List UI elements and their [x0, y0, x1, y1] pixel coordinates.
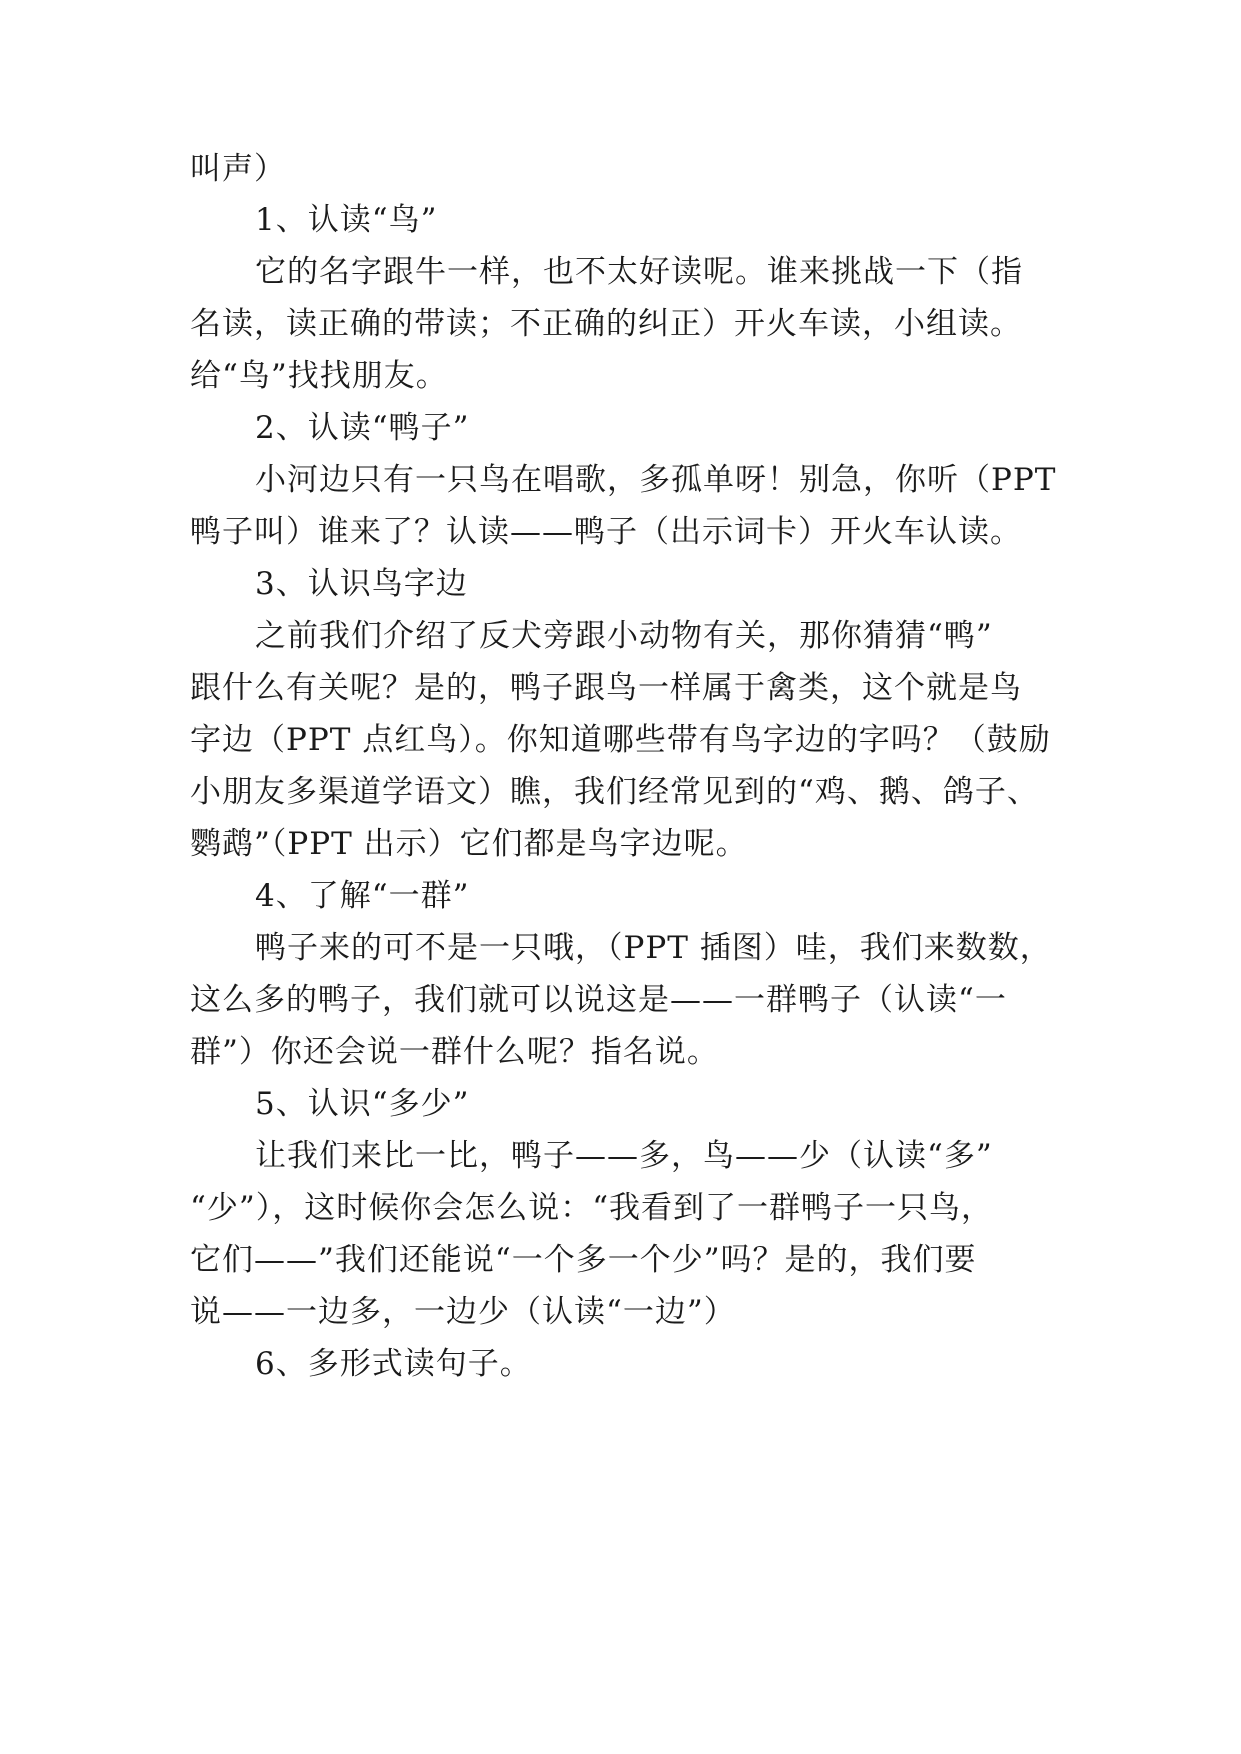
- paragraph-line: 它的名字跟牛一样，也不太好读呢。谁来挑战一下（指: [255, 254, 1023, 290]
- paragraph-line: 名读，读正确的带读；不正确的纠正）开火车读，小组读。: [190, 306, 1022, 342]
- section-heading-3: 3、认识鸟字边: [255, 566, 468, 602]
- paragraph-line: 小河边只有一只鸟在唱歌，多孤单呀！别急，你听（PPT: [255, 462, 1057, 498]
- paragraph-line: 群”）你还会说一群什么呢？指名说。: [190, 1034, 719, 1070]
- paragraph-line: 之前我们介绍了反犬旁跟小动物有关，那你猜猜“鸭”: [255, 618, 993, 654]
- paragraph-line: 这么多的鸭子，我们就可以说这是——一群鸭子（认读“一: [190, 982, 1007, 1018]
- paragraph-line: 鹦鹉”（PPT 出示）它们都是鸟字边呢。: [190, 826, 748, 862]
- paragraph-line: 鸭子叫）谁来了？认读——鸭子（出示词卡）开火车认读。: [190, 514, 1022, 550]
- section-heading-6: 6、多形式读句子。: [255, 1346, 532, 1382]
- paragraph-line: “少”），这时候你会怎么说：“我看到了一群鸭子一只鸟，: [190, 1190, 994, 1226]
- section-heading-4: 4、了解“一群”: [255, 878, 470, 914]
- paragraph-line: 它们——”我们还能说“一个多一个少”吗？是的，我们要: [190, 1242, 977, 1278]
- section-heading-1: 1、认读“鸟”: [255, 202, 438, 238]
- paragraph-line: 跟什么有关呢？是的，鸭子跟鸟一样属于禽类，这个就是鸟: [190, 670, 1022, 706]
- section-heading-5: 5、认识“多少”: [255, 1086, 470, 1122]
- paragraph-line: 给“鸟”找找朋友。: [190, 358, 448, 394]
- paragraph-line: 字边（PPT 点红鸟）。你知道哪些带有鸟字边的字吗？（鼓励: [190, 722, 1051, 758]
- paragraph-line: 让我们来比一比，鸭子——多，鸟——少（认读“多”: [255, 1138, 993, 1174]
- paragraph-line: 小朋友多渠道学语文）瞧，我们经常见到的“鸡、鹅、鸽子、: [190, 774, 1039, 810]
- paragraph-line: 说——一边多，一边少（认读“一边”）: [190, 1294, 736, 1330]
- paragraph-line: 叫声）: [190, 151, 286, 187]
- paragraph-line: 鸭子来的可不是一只哦，（PPT 插图）哇，我们来数数，: [255, 930, 1052, 966]
- section-heading-2: 2、认读“鸭子”: [255, 410, 470, 446]
